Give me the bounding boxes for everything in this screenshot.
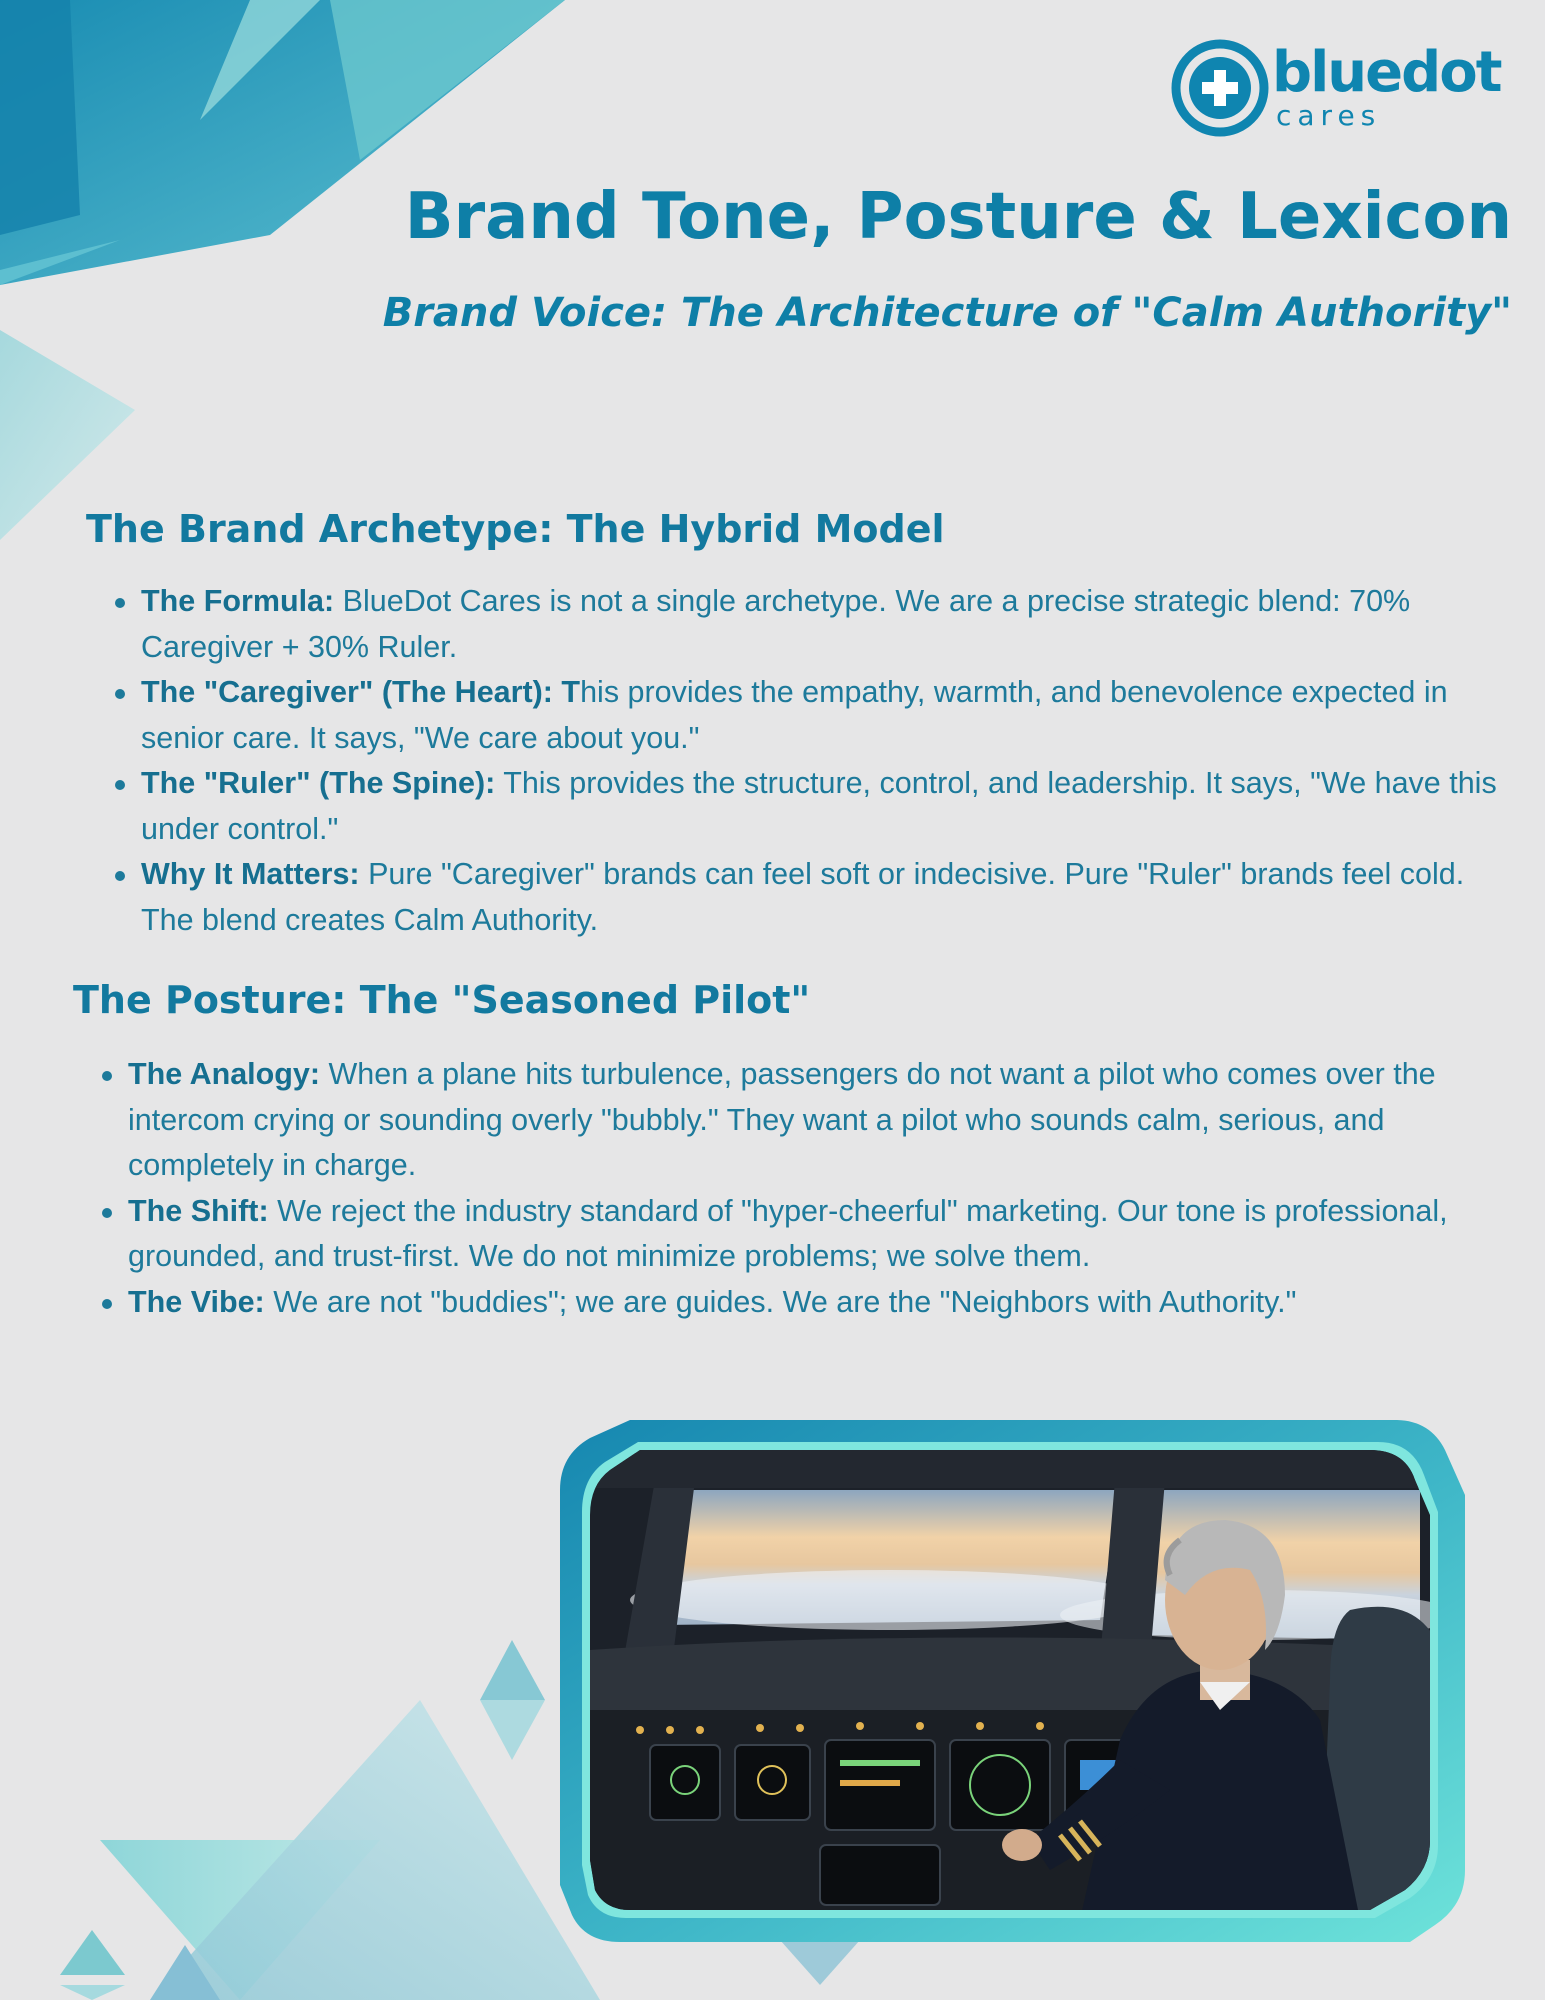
item-label: The Formula:: [141, 584, 335, 618]
list-item: [141, 579, 1511, 670]
list-item: [128, 1280, 1508, 1326]
posture-heading: The Posture: The "Seasoned Pilot": [73, 978, 811, 1022]
item-label: The "Caregiver" (The Heart): T: [141, 675, 581, 709]
logo-subtitle: cares: [1276, 99, 1382, 132]
archetype-list: [141, 579, 1511, 943]
list-item: [141, 761, 1511, 852]
item-text: This provides the structure, control, and leadership. It says, "We have this under control.": [141, 766, 1497, 846]
archetype-heading: The Brand Archetype: The Hybrid Model: [86, 507, 945, 551]
posture-list: [128, 1052, 1508, 1325]
plus-circle-icon: [1170, 38, 1270, 138]
item-label: Why It Matters:: [141, 857, 360, 891]
list-item: [141, 852, 1511, 943]
item-label: The Vibe:: [128, 1284, 265, 1319]
item-label: The Analogy:: [128, 1057, 321, 1091]
item-text: When a plane hits turbulence, passengers do not want a pilot who comes over the intercom crying or sounding overly "bubbly." They want a pilot who sounds calm, serious, and completely in charge.: [128, 1057, 1436, 1182]
list-item: [128, 1189, 1508, 1280]
logo-wordmark: bluedot: [1272, 40, 1501, 105]
item-text: BlueDot Cares is not a single archetype. We are a precise strategic blend: 70% Caregiver + 30% Ruler.: [141, 584, 1411, 664]
item-label: The Shift:: [128, 1193, 269, 1228]
list-item: [141, 670, 1511, 761]
pilot-cockpit-image: [560, 1420, 1465, 1942]
page-title: Brand Tone, Posture & Lexicon: [404, 180, 1512, 254]
item-text: Pure "Caregiver" brands can feel soft or indecisive. Pure "Ruler" brands feel cold. The blend creates Calm Authority.: [141, 857, 1465, 937]
item-text: his provides the empathy, warmth, and benevolence expected in senior care. It says, "We care about you.": [141, 675, 1448, 755]
list-item: [128, 1052, 1508, 1189]
item-text: We are not "buddies"; we are guides. We are the "Neighbors with Authority.": [264, 1284, 1297, 1319]
item-text: We reject the industry standard of "hyper-cheerful" marketing. Our tone is professional, grounded, and trust-first. We do not minimize problems; we solve them.: [128, 1193, 1448, 1273]
page-subtitle: Brand Voice: The Architecture of "Calm Authority": [382, 290, 1512, 336]
item-label: The "Ruler" (The Spine):: [141, 766, 496, 800]
brand-logo: [1170, 38, 1501, 138]
